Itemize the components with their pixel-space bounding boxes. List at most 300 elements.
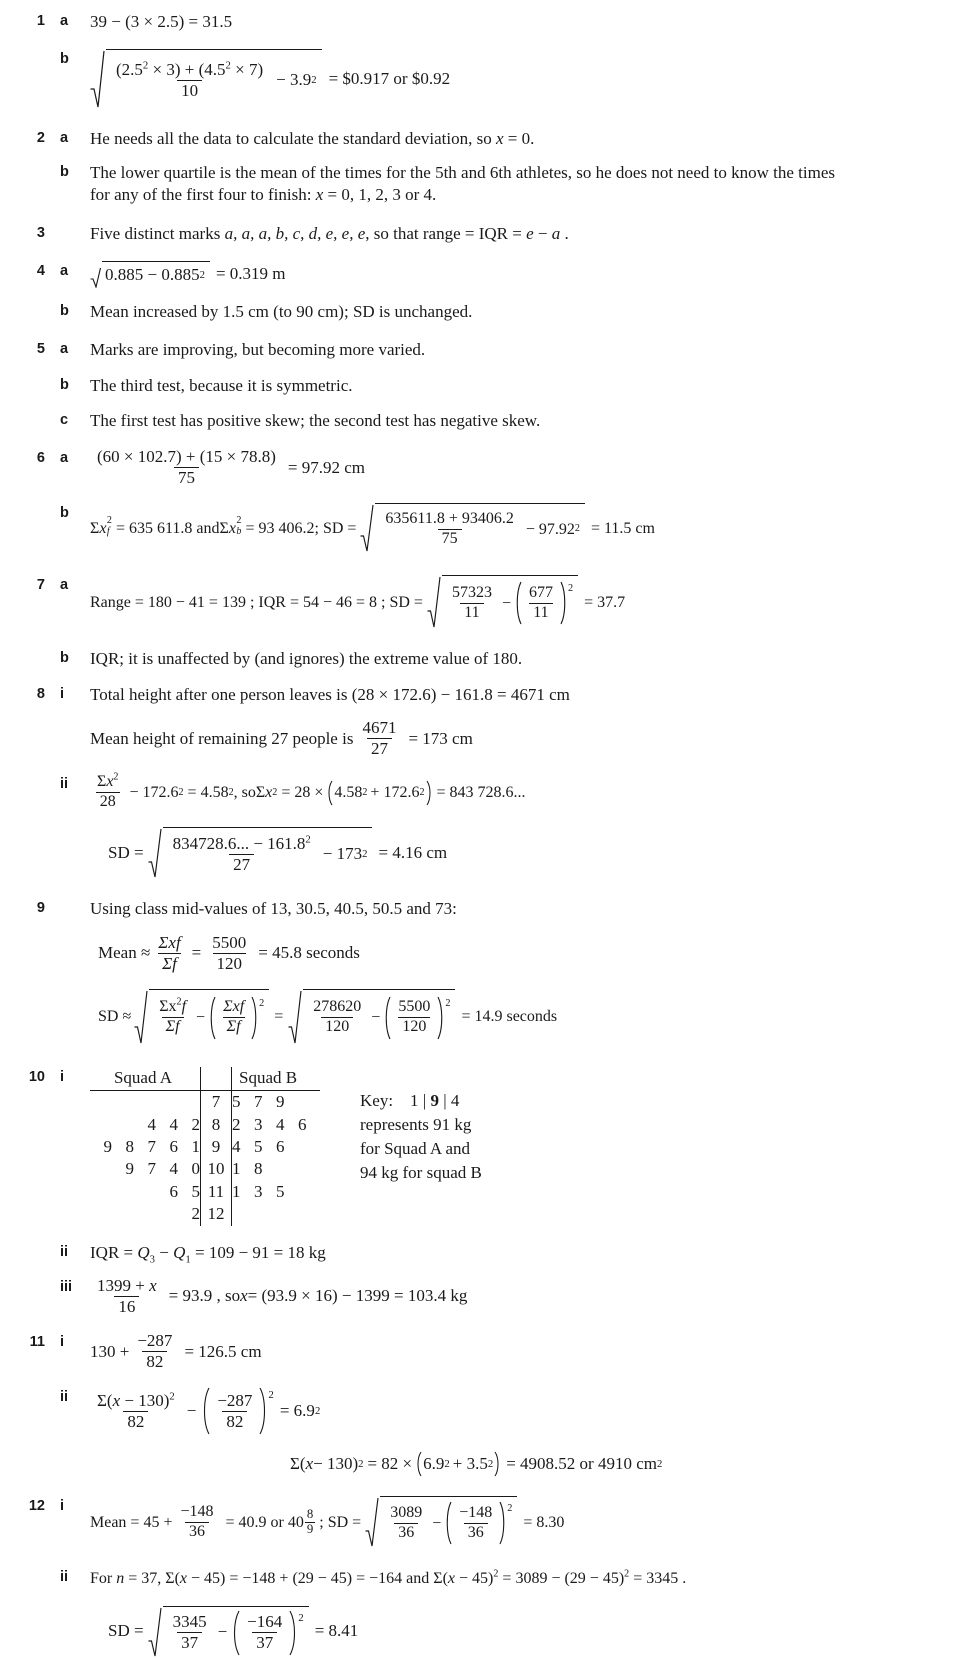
exponent: 2 [142,59,149,72]
exponent: 2 [305,833,311,846]
question-number: 5 [36,341,45,358]
sigma: Σ( [290,1454,306,1474]
question-3 [0,223,954,245]
part-label: ii [60,1243,69,1260]
key-line-3: for Squad A and [360,1138,471,1158]
answer-body: Σ( x − 130) 2 = 82 × 6.9 2 + 3.5 2 = 4908.52 or 4910 cm 2 [90,1451,954,1477]
paren-open [383,996,391,1040]
numerator: 8 [306,1507,314,1522]
expr-result: = 4.16 cm [378,843,448,862]
expr-result: = 8.41 [314,1621,359,1641]
answer-body [90,11,954,33]
question-number: 2 [36,130,45,147]
marks-list: a, a, a, b, c, d, e, e, e [224,223,366,243]
subtrahend: − 97.92 [525,520,575,538]
leaf-b [276,1158,298,1180]
fraction [169,1613,211,1652]
leaf-b: 3 [254,1181,263,1201]
exponent: 2 [225,59,231,72]
fraction [154,934,184,973]
radical: $\frac{834728.6... - 161.8^2}{27}$ − 173 2 [148,827,373,879]
denominator: 36 [464,1523,488,1542]
radical: $\frac{635611.8 + 93406.2}{75}$ − 97.92 2 [360,503,585,553]
quartile-3: Q [137,1242,150,1262]
expr-result: = (93.9 × 16) − 1399 = 103.4 kg [247,1286,468,1306]
radical-sign-icon [134,989,149,1045]
radical: $\frac{57323}{11}$ − $\frac{677}{11}$ 2 [427,575,578,629]
denominator: Σf [223,1017,245,1036]
fraction [176,1504,217,1541]
exponent: 2 [445,997,451,1009]
answer-body: IQR; it is unaffected by (and ignores) the extreme value of 180. [90,649,523,669]
sigma: Σ( [97,1390,113,1410]
part-label: i [60,1498,65,1515]
answer-line-1: The lower quartile is the mean of the times for the 5th and 6th athletes, so he does not need to know the times [90,162,835,182]
leaf-b [298,1203,320,1225]
leaf-b: 4 [232,1137,241,1156]
fraction [243,1613,286,1652]
paren-close [426,780,433,806]
expr-lhs: 39 [90,12,107,31]
exponent: 2 [298,1611,304,1624]
leaf-a: 9 [125,1159,134,1179]
leaf-b [298,1158,320,1180]
variable-e: e [526,223,534,243]
paren-close [494,1451,501,1477]
paren-close [259,1387,268,1435]
part-label: i [60,1068,65,1085]
exponent: 2 [113,771,119,783]
paren-open [514,581,522,625]
paren-close [437,996,445,1040]
question-12ii [0,1567,954,1589]
answer-body: IQR = $Q_3 - Q_1 = 109 - 91 = 18$ kg [90,1242,326,1266]
answer-text: He needs all the data to calculate the standard deviation, so [90,129,496,149]
question-12i [0,1496,954,1548]
leaf-b: 1 [232,1181,241,1201]
leaf-a: 7 [147,1137,156,1156]
leaf-a: 4 [169,1159,178,1179]
answer-body: Mean ≈ $\frac{\text{Σxf}}{\Sigma f}$ = $\frac{5500}{120}$ = 45.8 seconds [98,932,360,973]
mean-label: Mean = 45 + [90,1513,173,1531]
fraction [381,511,517,548]
leaf-a: 6 [169,1137,178,1156]
paren-open [444,1501,452,1545]
question-number: 10 [28,1068,45,1085]
numerator: −148 [180,1502,214,1520]
expr-result: = 3345 . [629,1570,687,1588]
answer-body: Total height after one person leaves is (28 × 172.6) − 161.8 = 4671 cm [90,684,570,704]
key-line-2: represents 91 kg [360,1114,472,1134]
sigma: Σ( [433,1570,448,1588]
part-label: a [60,263,69,280]
numerator: −164 [247,1612,283,1632]
part-label: ii [60,1569,69,1586]
question-number: 3 [36,224,45,241]
leaf-a: 2 [191,1204,200,1224]
question-11i [0,1332,954,1371]
part-label: ii [60,1389,69,1406]
sigma: Σ [255,784,266,802]
part-label: b [60,650,69,667]
mean-label: Mean ≈ [98,942,151,962]
sigma: Σ( [165,1570,180,1588]
numerator: 278620 [313,998,362,1016]
answer-body: The third test, because it is symmetric. [90,375,353,395]
paren-group [383,996,450,1040]
paren-open [326,780,333,806]
question-2b [0,162,954,207]
sub-sup: 2 f [106,514,112,538]
fraction [169,835,315,874]
leaf-a [134,1091,156,1114]
denominator: 120 [321,1017,353,1036]
expr-result: = 843 728.6... [436,784,526,802]
num-part3: × 7) [235,59,264,79]
expr-result: = 37.7 [584,593,626,611]
value-2: = 93 406.2; SD = [245,519,357,537]
question-9-mean [0,934,954,973]
leaf-a: 4 [169,1114,178,1134]
leaf-a: 4 [147,1114,156,1134]
paren-group [444,1501,512,1545]
denominator: 82 [222,1411,247,1431]
question-4b [0,301,954,323]
question-10ii [0,1242,954,1264]
expr-result: = 109 − 91 = 18 kg [190,1242,326,1262]
radical-sign-icon [148,1606,163,1658]
paren-close [499,1501,507,1545]
variable: x [495,129,504,149]
fraction [93,448,280,487]
leaf-b [298,1136,320,1158]
question-number: 6 [36,450,45,467]
question-1b [0,49,954,109]
answer-body: Mean increased by 1.5 cm (to 90 cm); SD is unchanged. [90,301,473,321]
question-12ii-continued [0,1606,954,1658]
radical-sign-icon [148,827,163,879]
expr-result: = 4908.52 or 4910 cm [506,1454,657,1474]
leaf-a: 0 [191,1159,200,1179]
stem-value: 10 [201,1158,232,1180]
quartile-1: Q [173,1242,186,1262]
fraction: $\frac{1399 + x}{16}$ [97,1276,157,1317]
answer-body [90,1606,954,1658]
part-label: b [60,376,69,393]
leaf-b: 3 [254,1114,263,1134]
answer-body [90,827,954,879]
squad-b-header: Squad B [232,1067,321,1091]
part-label: a [60,450,69,467]
variable: x [149,1276,157,1296]
question-9-sd [0,989,954,1045]
paren-group: 4.58 2 + 172.6 2 [326,780,432,806]
leaf-a: 5 [191,1181,200,1201]
denominator: 75 [174,467,199,487]
leaf-a [156,1203,178,1225]
answer-line-2: for any of the first four to finish: x = 0, 1, 2, 3 or 4. [90,185,437,205]
leaf-a [134,1181,156,1203]
question-4a [0,261,954,287]
leaf-b [298,1181,320,1203]
sigma: Σ [97,773,107,791]
leaf-a [178,1091,201,1114]
answer-tail: = 0. [503,129,535,149]
question-number: 8 [36,685,45,702]
numerator: 3089 [390,1503,423,1521]
variable: x [99,519,107,537]
exponent: 2 [493,1568,499,1580]
value-1: = 635 611.8 and [115,519,220,537]
sd-label: SD = [108,843,144,862]
leaf-b [232,1203,255,1225]
stem-value: 8 [201,1114,232,1136]
fraction: $\frac{\Sigma(x - 130)^2}{82}$ [97,1390,175,1431]
fraction [525,585,557,622]
radical: $\frac{3089}{36}$ − $\frac{-148}{36}$ 2 [365,1496,517,1548]
fraction [112,61,267,100]
denominator: 75 [438,529,462,548]
fraction [448,585,496,622]
leaf-a [112,1114,134,1136]
paren-close [560,581,568,625]
part-label: ii [60,776,69,793]
numerator: (60 × 102.7) + (15 × 78.8) [97,447,276,467]
num-part1: (2.5 [116,59,143,79]
part-label: b [60,51,69,68]
denominator: 10 [177,80,202,100]
leaf-b: 6 [298,1114,307,1134]
expr-result: = $0.917 or $0.92 [328,69,451,89]
denominator: 82 [142,1351,167,1371]
question-8ii [0,771,954,811]
variable-a: a [551,223,561,243]
denominator: 82 [123,1411,148,1431]
fraction [219,999,248,1036]
exponent: 2 [567,583,574,595]
denominator: 36 [394,1523,418,1542]
radical-sign-icon [365,1496,380,1548]
sigma: Σ [219,519,229,537]
radical: $\frac{3345}{37}$ − $\frac{-164}{37}$ 2 [148,1606,309,1658]
question-number: 1 [36,13,45,29]
question-1a [0,11,954,33]
question-7a [0,575,954,629]
leaf-b: 5 [254,1137,263,1156]
radical-sign-icon [90,49,106,109]
expr-result: = 6.9 [279,1401,315,1421]
leaf-a [90,1158,112,1180]
question-number: 4 [36,263,45,280]
key-leaf-a: 1 [410,1090,419,1110]
numerator: −287 [217,1390,253,1410]
part-label: b [60,302,69,319]
answer-body: 130 + $\frac{-287}{82}$ = 126.5 cm [90,1331,262,1372]
leaf-b [276,1203,298,1225]
leaf-a [90,1203,112,1225]
answer-body [90,261,954,287]
fraction: $\frac{\Sigma x^2f}{\Sigma f}$ [159,996,187,1036]
fraction [133,1332,176,1371]
radical-sign-icon [288,989,303,1045]
question-number: 12 [28,1498,45,1515]
question-7b [0,648,954,670]
expr-minus: − [111,12,121,31]
leaf-b [254,1203,276,1225]
exponent: 2 [268,1389,274,1402]
subtrahend: − 3.9 [276,70,312,90]
question-11ii-continued [0,1451,954,1477]
denominator: 27 [367,738,392,758]
radical: $\frac{(2.5^2 \times 3) + (4.5^2 \times 7)}{10}$ − 3.9 2 [90,49,322,109]
answer-body: Marks are improving, but becoming more varied. [90,340,426,360]
question-6b [0,503,954,553]
question-8ii-continued [0,827,954,879]
answer-body: For n = 37, Σ(x − 45) = −148 + (29 − 45) = −164 and $\Sigma(x - 45)^2 = 3089 - (29 - 45)^2 = 3345$ . [90,1568,687,1588]
question-number: 7 [36,577,45,594]
table-row [90,1136,320,1158]
variable-n: n [116,1570,125,1588]
numerator: 57323 [451,583,492,601]
table-row [90,1091,320,1114]
part-label: b [60,505,69,522]
denominator: 11 [529,603,552,622]
expr-result: = 31.5 [188,12,233,31]
paren-open [208,996,216,1040]
stem-and-leaf-diagram [90,1067,944,1226]
numerator: 3345 [172,1612,207,1632]
leaf-b: 1 [232,1159,241,1179]
paren-open [415,1451,422,1477]
question-8i [0,684,954,706]
sigma: Σ [90,519,100,537]
key-stem: 9 [430,1090,439,1110]
paren-group [231,1610,304,1656]
fraction: $\frac{\Sigma x^2}{28}$ [97,771,119,811]
key-line-4: 94 kg for squad B [360,1163,482,1183]
denominator: 37 [252,1632,277,1652]
key-line-1: Key: 1 | 9 | 4 [360,1090,460,1110]
paren-group [208,996,264,1040]
table-row [90,1158,320,1180]
numerator: 4671 [362,718,397,738]
exponent: 2 [169,1390,175,1403]
part-label: i [60,685,65,702]
question-8i-continued [0,719,954,758]
radical-sign-icon [90,261,102,287]
fraction [394,999,434,1036]
answer-body [90,719,954,758]
fraction [386,1505,426,1542]
answer-body: $\frac{\Sigma(x - 130)^2}{82}$ − $\frac{-287}{82}$ 2 = 6.9 2 [90,1387,954,1435]
exponent: 2 [507,1503,513,1515]
mean-text: Mean height of remaining 27 people is [90,728,354,748]
leaf-a: 8 [125,1137,134,1156]
fraction [455,1505,496,1542]
numerator: 635611.8 + 93406.2 [385,509,514,527]
answer-body: Using class mid-values of 13, 30.5, 40.5, 50.5 and 73: [90,899,457,919]
numerator: 677 [528,583,553,601]
exponent: 2 [259,997,265,1009]
paren-group [514,581,573,625]
stem-header [201,1067,232,1091]
numerator: 5500 [398,998,431,1016]
part-label: i [60,1334,65,1351]
question-5c [0,410,954,432]
answer-body [90,1067,954,1226]
expr-result: = 173 cm [408,728,473,748]
part-label: a [60,577,69,594]
expr-result: = 126.5 cm [184,1341,262,1361]
fraction [213,1392,256,1431]
leaf-b: 8 [254,1159,263,1179]
leaf-a: 2 [191,1114,200,1134]
question-10iii [0,1277,954,1316]
numerator: −287 [137,1331,173,1351]
question-5b [0,375,954,397]
paren-close [251,996,259,1040]
denominator: Σf [158,953,181,973]
stem-leaf-key [360,1067,482,1186]
stem-leaf-header-row [90,1067,320,1091]
answer-body [90,128,954,150]
question-number: 9 [36,900,45,917]
question-number: 11 [29,1334,45,1351]
numerator: 5500 [212,932,247,952]
leaf-b: 4 [276,1114,285,1134]
leaf-a [112,1181,134,1203]
leaf-a [112,1203,134,1225]
leaf-b: 9 [276,1092,285,1112]
exponent: 2 [624,1568,630,1580]
answer-body: $\frac{\Sigma x^2}{28}$ − 172.6 2 = 4.58 2 , so Σ x 2 = 28 × 4.58 2 + 172.6 2 = 843 728.6... [90,774,954,811]
leaf-b: 6 [276,1137,285,1156]
expr-result: = 11.5 cm [590,519,655,537]
denominator: 27 [229,854,254,874]
denominator: 36 [185,1522,209,1541]
stem-value: 12 [201,1203,232,1225]
exponent: 2 [176,996,182,1008]
answer-body: SD ≈ $\frac{\Sigma x^2f}{\Sigma f}$ − $\frac{\text{Σxf}}{\Sigma f}$ 2 = $\frac{278620}{120}$ − $\frac{5500}{120}$ 2 = 14.9 seconds [90,989,954,1045]
num-part2: × 3) + (4.5 [152,59,226,79]
expr-result: = 97.92 cm [287,457,366,477]
question-9 [0,898,954,920]
denominator: 120 [398,1017,430,1036]
leaf-a [90,1091,112,1114]
leaf-b: 7 [254,1092,263,1112]
expr-times: × [143,12,154,31]
part-label: b [60,163,69,180]
fraction [358,719,400,758]
paren-group [201,1387,274,1435]
stem-value: 11 [201,1181,232,1203]
fraction [208,934,250,973]
expr-result: = 0.319 m [215,264,286,284]
leaf-b: 5 [232,1092,241,1112]
denominator: Σf [162,1017,184,1036]
leaf-a: 6 [169,1181,178,1201]
variable: x [315,185,324,205]
leaf-a: 7 [147,1159,156,1179]
denominator: 9 [306,1521,314,1536]
fraction [309,999,365,1036]
part-label: iii [60,1279,73,1296]
answer-body [90,448,954,487]
denominator: 16 [114,1296,139,1316]
numerator: −148 [459,1503,493,1521]
expr-result: = 8.30 [523,1513,565,1531]
key-leaf-b: 4 [450,1090,460,1110]
